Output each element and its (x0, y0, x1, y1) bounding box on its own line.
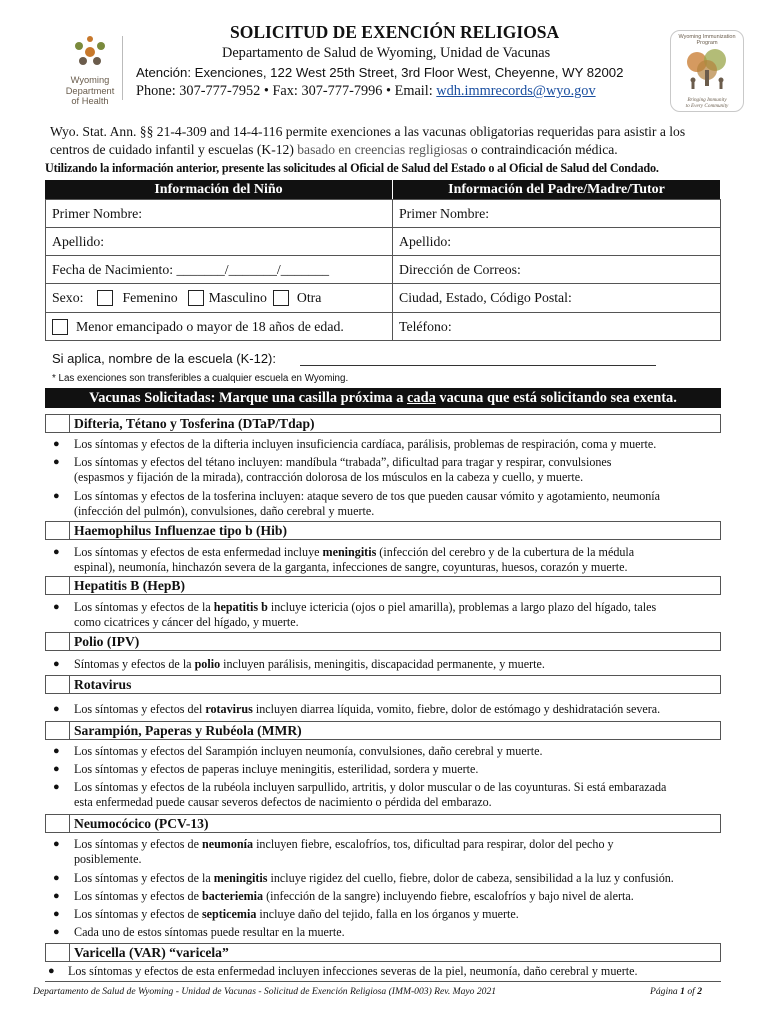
pcv-b1d: posiblemente. (74, 852, 142, 866)
vaccines-header (45, 388, 721, 408)
vaccine-row-pcv (45, 814, 721, 833)
hepb-b1: Los síntomas y efectos de la hepatitis b incluye ictericia (ojos o piel amarilla), problemas a largo plazo del hígado, tales (74, 600, 657, 614)
mmr-b3b: esta enfermedad puede causar severos defectos de nacimiento o pérdida del embarazo. (74, 795, 492, 809)
parent-info-header: Información del Padre/Madre/Tutor (393, 180, 720, 199)
hepb-b1d: como cicatrices y cáncer del hígado, y muerte. (74, 615, 299, 629)
hib-title: Haemophilus Influenzae tipo b (Hib) (74, 523, 287, 538)
mmr-b3a: Los síntomas y efectos de la rubéola incluyen sarpullido, artritis, y dolor muscular o de las coyunturas. Si está embarazada (74, 780, 667, 794)
pcv-title: Neumocócico (PCV-13) (74, 816, 209, 831)
mmr-b1: Los síntomas y efectos del Sarampión incluyen neumonía, convulsiones, daño cerebral y muerte. (74, 744, 543, 758)
pcv-b4: Los síntomas y efectos de septicemia incluye daño del tejido, falla en los órganos y muerte. (74, 907, 519, 921)
vaccine-row-hepb (45, 576, 721, 595)
rota-checkbox[interactable] (46, 676, 70, 693)
wdh-logo-line3: of Health (71, 96, 109, 106)
vaccines-header-b: cada (407, 390, 436, 406)
polio-title: Polio (IPV) (74, 634, 140, 649)
vaccine-row-mmr (45, 721, 721, 740)
parent-mailing-field[interactable] (392, 255, 721, 284)
hepb-checkbox[interactable] (46, 577, 70, 594)
pcv-b3: Los síntomas y efectos de bacteriemia (infección de la sangre) incluyendo fiebre, escalofríos y bajo nivel de alerta. (74, 889, 634, 903)
other-checkbox[interactable] (273, 290, 289, 306)
vaccines-header-a: Vacunas Solicitadas: Marque una casilla próxima a (89, 390, 407, 406)
dtap-b2a: Los síntomas y efectos del tétano incluyen: mandíbula “trabada”, dificultad para tragar y respirar, convulsiones (74, 455, 612, 469)
wdh-logo-line2: Department (65, 85, 115, 96)
rota-title: Rotavirus (74, 677, 132, 692)
polio-checkbox[interactable] (46, 633, 70, 650)
parent-last-name-label: Apellido: (399, 233, 452, 249)
vaccine-row-polio (45, 632, 721, 651)
child-last-name-label: Apellido: (52, 233, 105, 249)
vaccines-header-c: vacuna que está solicitando sea exenta. (435, 390, 677, 406)
parent-city-label: Ciudad, Estado, Código Postal: (399, 290, 572, 305)
mmr-checkbox[interactable] (46, 722, 70, 739)
rota-b1: Los síntomas y efectos del rotavirus incluyen diarrea líquida, vomito, fiebre, dolor de estómago y deshidratación severa. (74, 702, 661, 716)
dtap-title: Difteria, Tétano y Tosferina (DTaP/Tdap) (74, 416, 315, 431)
program-logo-arc-text: Wyoming Immunization Program (678, 34, 736, 46)
parent-phone-label: Teléfono: (399, 318, 452, 334)
dtap-b1: Los síntomas y efectos de la difteria incluyen insuficiencia cardíaca, parálisis, problemas de respiración, coma y muerte. (74, 437, 657, 451)
child-first-name-label: Primer Nombre: (52, 205, 143, 221)
hib-b1: Los síntomas y efectos de esta enfermedad incluye meningitis (infección del cerebro y de la cubertura de la médula (74, 545, 635, 559)
intro-line-2a: centros de cuidado infantil y escuelas (K-12) (50, 142, 298, 157)
school-label: Si aplica, nombre de la escuela (K-12): (52, 351, 277, 366)
instruction-line: Utilizando la información anterior, presente las solicitudes al Oficial de Salud del Estado o al Oficial de Salud del Condado. (45, 161, 659, 175)
vaccine-row-dtap (45, 414, 721, 433)
wdh-logo-line1: Wyoming (70, 75, 110, 85)
header-divider (122, 36, 123, 100)
child-sex-row (45, 283, 393, 313)
bottom-rule (45, 981, 721, 982)
intro-line-2 (50, 142, 618, 158)
intro-line-1: Wyo. Stat. Ann. §§ 21-4-309 and 14-4-116 permite exenciones a las vacunas obligatorias requeridas para asistir a los (50, 124, 686, 139)
contact-phone-fax: Phone: 307-777-7952 • Fax: 307-777-7996 • Email: (136, 83, 437, 99)
school-note: * Las exenciones son transferibles a cualquier escuela en Wyoming. (52, 373, 349, 384)
emancipated-row (45, 312, 393, 341)
pcv-b2: Los síntomas y efectos de la meningitis incluye rigidez del cuello, fiebre, dolor de cabeza, sensibilidad a la luz y confusión. (74, 871, 674, 885)
dtap-b3b: (infección del pulmón), convulsiones, daño cerebral y muerte. (74, 504, 375, 518)
wdh-logo (55, 34, 125, 106)
program-logo-tagline-2: to Every Community (685, 103, 729, 109)
parent-mailing-label: Dirección de Correos: (399, 261, 521, 277)
contact-line (136, 83, 596, 100)
mmr-title: Sarampión, Paperas y Rubéola (MMR) (74, 723, 302, 738)
hib-b1d: espinal), neumonía, hinchazón severa de la garganta, infecciones de sangre, coyunturas, huesos, corazón y muerte. (74, 560, 628, 574)
vaccine-row-hib (45, 521, 721, 540)
attention-line: Atención: Exenciones, 122 West 25th Street, 3rd Floor West, Cheyenne, WY 82002 (136, 65, 624, 80)
var-checkbox[interactable] (46, 944, 70, 961)
dtap-b3a: Los síntomas y efectos de la tosferina incluyen: ataque severo de tos que pueden causar vómito y agotamiento, neumonía (74, 489, 661, 503)
intro-line-2c: o contraindicación médica. (467, 142, 618, 157)
email-link[interactable]: wdh.immrecords@wyo.gov (436, 83, 596, 99)
child-first-name-field[interactable] (45, 199, 393, 228)
page-number: Página 1 of 2 (650, 986, 702, 997)
emancipated-checkbox[interactable] (52, 319, 68, 335)
immunization-program-logo (670, 30, 744, 112)
var-title: Varicella (VAR) “varicela” (74, 945, 229, 960)
vaccine-row-rota (45, 675, 721, 694)
wdh-logo-mark-icon (55, 34, 125, 70)
emancipated-label: Menor emancipado o mayor de 18 años de edad. (76, 318, 344, 334)
child-dob-label: Fecha de Nacimiento: _______/_______/_______ (52, 261, 330, 277)
parent-first-name-label: Primer Nombre: (399, 205, 490, 221)
pcv-b1: Los síntomas y efectos de neumonía incluyen fiebre, escalofríos, tos, dificultad para respirar, dolor del pecho y (74, 837, 614, 851)
tree-icon (671, 46, 743, 92)
mmr-b2: Los síntomas y efectos de paperas incluye meningitis, esterilidad, sordera y muerte. (74, 762, 479, 776)
child-info-header: Información del Niño (45, 180, 392, 199)
hib-checkbox[interactable] (46, 522, 70, 539)
form-title: SOLICITUD DE EXENCIÓN RELIGIOSA (230, 22, 560, 42)
female-label: Femenino (122, 290, 178, 305)
pcv-b5: Cada uno de estos síntomas puede resultar en la muerte. (74, 925, 345, 939)
parent-first-name-field[interactable] (392, 199, 721, 228)
sex-label: Sexo: (52, 290, 84, 305)
child-dob-field[interactable] (45, 255, 393, 284)
hepb-title: Hepatitis B (HepB) (74, 578, 186, 593)
pcv-checkbox[interactable] (46, 815, 70, 832)
footer-left: Departamento de Salud de Wyoming - Unidad de Vacunas - Solicitud de Exención Religiosa (IMM-003) Rev. Mayo 2021 (33, 986, 497, 997)
program-logo-tagline-1: Bringing Immunity (687, 97, 727, 103)
vaccine-row-var (45, 943, 721, 962)
male-checkbox[interactable] (188, 290, 204, 306)
dtap-b2b: (espasmos y fijación de la mirada), contracción dolorosa de los músculos en la cabeza y cuello, y muerte. (74, 470, 584, 484)
other-label: Otra (296, 290, 322, 305)
parent-last-name-field[interactable] (392, 227, 721, 256)
school-name-input[interactable] (300, 365, 656, 366)
department-line: Departamento de Salud de Wyoming, Unidad de Vacunas (222, 45, 551, 61)
polio-b1: Síntomas y efectos de la polio incluyen parálisis, meningitis, discapacidad permanente, y muerte. (74, 657, 545, 671)
child-last-name-field[interactable] (45, 227, 393, 256)
parent-phone-field[interactable] (392, 312, 721, 341)
intro-line-2b: basado en creencias regligiosas (297, 142, 468, 157)
var-b1: Los síntomas y efectos de esta enfermedad incluyen infecciones severas de la piel, neumonía, daño cerebral y muerte. (68, 964, 638, 978)
parent-city-field[interactable] (392, 283, 721, 313)
dtap-checkbox[interactable] (46, 415, 70, 432)
male-label: Masculino (208, 290, 267, 305)
female-checkbox[interactable] (97, 290, 113, 306)
